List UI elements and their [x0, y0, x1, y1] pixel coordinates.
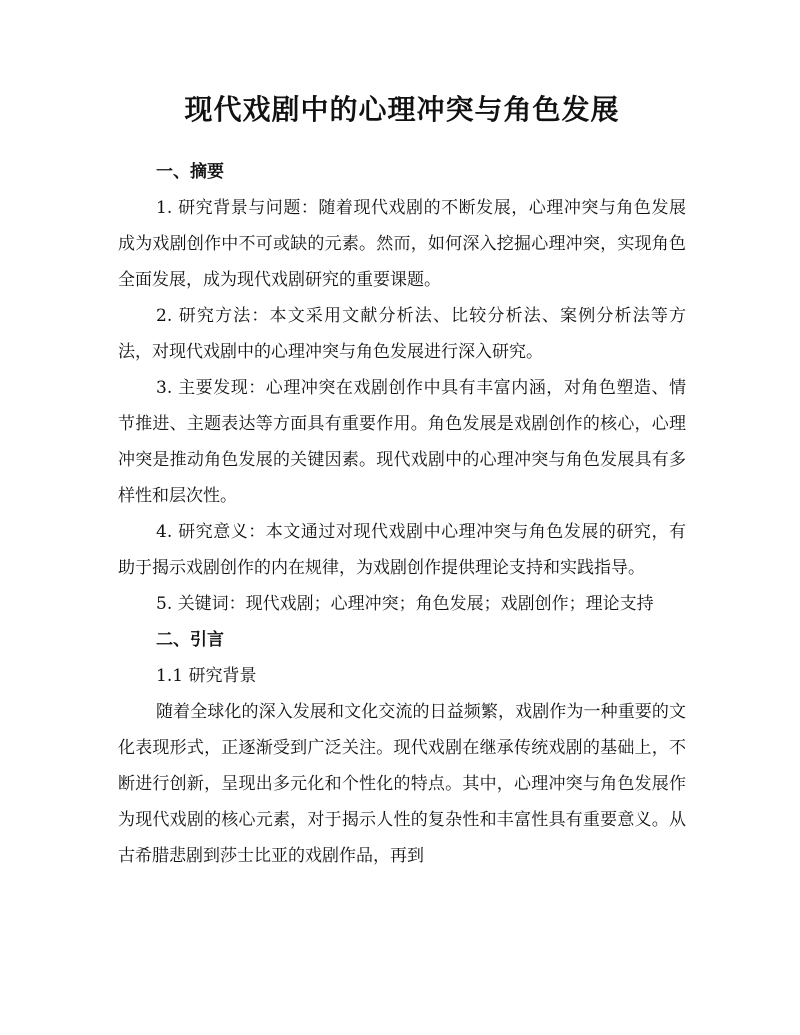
abstract-item-1: 1. 研究背景与问题：随着现代戏剧的不断发展，心理冲突与角色发展成为戏剧创作中不可或缺的元素。然而，如何深入挖掘心理冲突，实现角色全面发展，成为现代戏剧研究的重要课题。 — [118, 198, 686, 290]
intro-paragraph: 随着全球化的深入发展和文化交流的日益频繁，戏剧作为一种重要的文化表现形式，正逐渐受到广泛关注。现代戏剧在继承传统戏剧的基础上，不断进行创新，呈现出多元化和个性化的特点。其中，心理冲突与角色发展作为现代戏剧的核心元素，对于揭示人性的复杂性和丰富性具有重要意义。从古希腊悲剧到莎士比亚的戏剧作品，再到 — [118, 702, 686, 866]
section-heading-intro: 二、引言 — [156, 630, 224, 650]
document-title: 现代戏剧中的心理冲突与角色发展 — [184, 93, 620, 126]
abstract-item-3: 3. 主要发现：心理冲突在戏剧创作中具有丰富内涵，对角色塑造、情节推进、主题表达等方面具有重要作用。角色发展是戏剧创作的核心，心理冲突是推动角色发展的关键因素。现代戏剧中的心理冲突与角色发展具有多样性和层次性。 — [118, 378, 686, 506]
abstract-item-5: 5. 关键词：现代戏剧；心理冲突；角色发展；戏剧创作；理论支持 — [156, 594, 654, 614]
abstract-item-4: 4. 研究意义：本文通过对现代戏剧中心理冲突与角色发展的研究，有助于揭示戏剧创作的内在规律，为戏剧创作提供理论支持和实践指导。 — [118, 522, 686, 578]
section-heading-abstract: 一、摘要 — [156, 162, 224, 182]
subsection-heading-background: 1.1 研究背景 — [156, 666, 257, 686]
document-page — [118, 88, 686, 874]
abstract-item-2: 2. 研究方法：本文采用文献分析法、比较分析法、案例分析法等方法，对现代戏剧中的心理冲突与角色发展进行深入研究。 — [118, 306, 686, 362]
